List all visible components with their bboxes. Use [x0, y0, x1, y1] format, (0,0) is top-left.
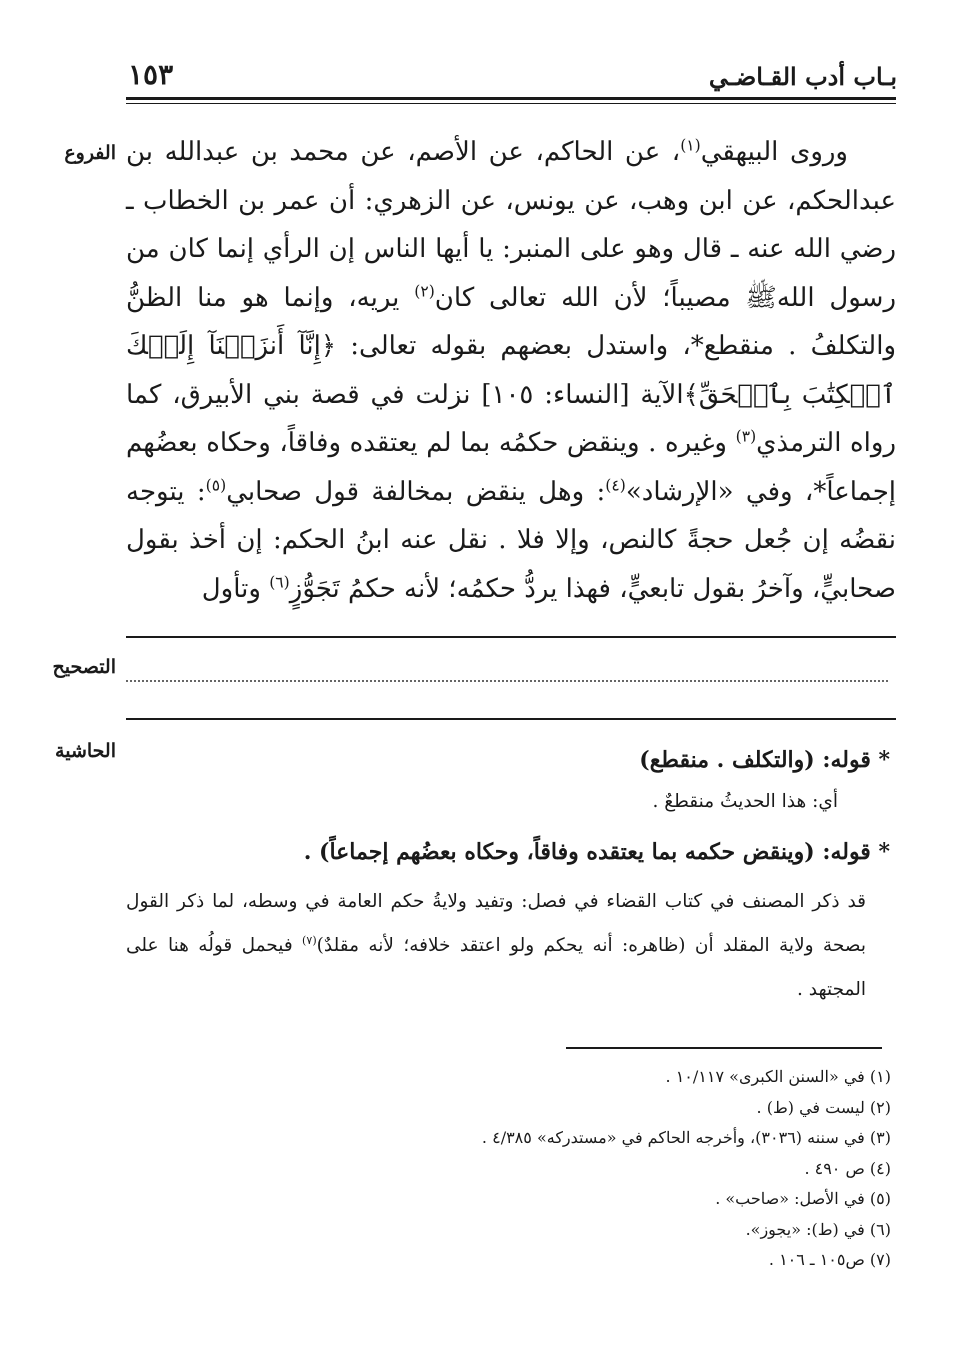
footnotes-list: [191, 1062, 891, 1276]
footnote-rule: [566, 1047, 882, 1049]
footnote-ref[interactable]: (٣): [735, 427, 757, 446]
footnote-ref[interactable]: (٥): [205, 475, 227, 494]
text-run: فيحمل قولُه هنا على المجتهد .: [126, 935, 866, 1000]
footnote-ref[interactable]: (٢): [414, 281, 435, 300]
text-run: وتأول: [201, 573, 270, 604]
footnote-item: (٥) في الأصل: «صاحب» .: [715, 1189, 891, 1208]
main-text-rule: [126, 636, 896, 638]
main-text: [126, 128, 896, 613]
text-run: يريه، وإنما هو منا الظنُّ والتكلفُ . منقطع*، واستدل بعضهم بقوله تعالى: ﴿إِنَّآ أَنزَلۡنَآ إِلَيۡكَ ٱلۡكِتَٰبَ بِٱلۡحَقِّ﴾الآية [النساء: ١٠٥] نزلت في قصة بني الأبيرق، كما رواه الترمذي: [126, 282, 896, 458]
text-run: قد ذكر المصنف في كتاب القضاء في فصل: وتفيد ولايةُ حكم العامة في وسطه، لما ذكر القول بصحة ولاية المقلد أن (ظاهره: أنه يحكم ولو اعتقد خلافه؛ لأنه مقلدٌ): [126, 891, 866, 956]
text-run: وغيره . وينقض حكمُه بما لم يعتقده وفاقاً، وحكاه بعضُهم إجماعاً*، وفي «الإرشاد»: [126, 428, 896, 507]
commentary-heading: * قوله: (وينقض حكمه بما يعتقده وفاقاً، وحكاه بعضُهم إجماعاً) .: [303, 839, 890, 865]
commentary-rule: [126, 718, 896, 720]
running-head: بـاب أدب القـاضـي: [708, 62, 897, 91]
header-rule: [126, 97, 896, 100]
footnote-item: (١) في «السنن الكبرى» ١٠/١١٧ .: [665, 1067, 891, 1086]
margin-label-hashiya: الحاشية: [55, 740, 116, 762]
text-run: : يتوجه نقضُه إن جُعل حجةً كالنص، وإلا فلا . نقل عنه ابنُ الحكم: إن أخذ بقول صحابيٍّ، وآخرُ بقول تابعيٍّ، فهذا يردُّ حكمُه؛ لأنه حكمُ تَجَوُّزٍ: [126, 476, 896, 604]
footnote-ref[interactable]: (٦): [269, 572, 290, 591]
commentary-paragraph: [126, 880, 890, 1012]
text-run: ، عن الحاكم، عن الأصم، عن محمد بن عبدالله بن عبدالحكم، عن ابن وهب، عن يونس، عن الزهري: أن عمر بن الخطاب ـ رضي الله عنه ـ قال وهو على المنبر: يا أيها الناس إن الرأي إنما كان من رسول اللهﷺ مصيباً؛ لأن الله تعالى كان: [126, 137, 896, 313]
header-rule-thin: [126, 103, 896, 104]
footnote-item: (٣) في سننه (٣٠٣٦)، وأخرجه الحاكم في «مستدركه» ٤/٣٨٥ .: [481, 1128, 891, 1147]
footnote-item: (٤) ص ٤٩٠ .: [804, 1158, 891, 1178]
footnote-ref[interactable]: (٧): [302, 933, 317, 947]
text-run: : وهل ينقض بمخالفة قول صحابي: [226, 476, 606, 507]
commentary-heading: * قوله: (والتكلف . منقطع): [639, 747, 890, 773]
commentary-text: أي: هذا الحديثُ منقطعٌ .: [652, 791, 838, 812]
margin-label-tashih: التصحيح: [52, 656, 116, 678]
page-number: ١٥٣: [128, 58, 174, 91]
footnote-ref[interactable]: (١): [680, 136, 701, 155]
footnote-item: (٢) ليست في (ط) .: [756, 1097, 891, 1117]
footnote-item: (٦) في (ط): «يجوز».: [745, 1219, 891, 1239]
footnote-ref[interactable]: (٤): [605, 475, 626, 494]
main-paragraph: [126, 128, 896, 613]
tashih-dotted-line: [126, 680, 888, 682]
footnote-item: (٧) ص١٠٥ ـ ١٠٦ .: [768, 1250, 891, 1269]
commentary: [126, 738, 890, 1012]
text-run: وروى البيهقي: [700, 137, 848, 167]
margin-label-furu: الفروع: [64, 142, 116, 164]
